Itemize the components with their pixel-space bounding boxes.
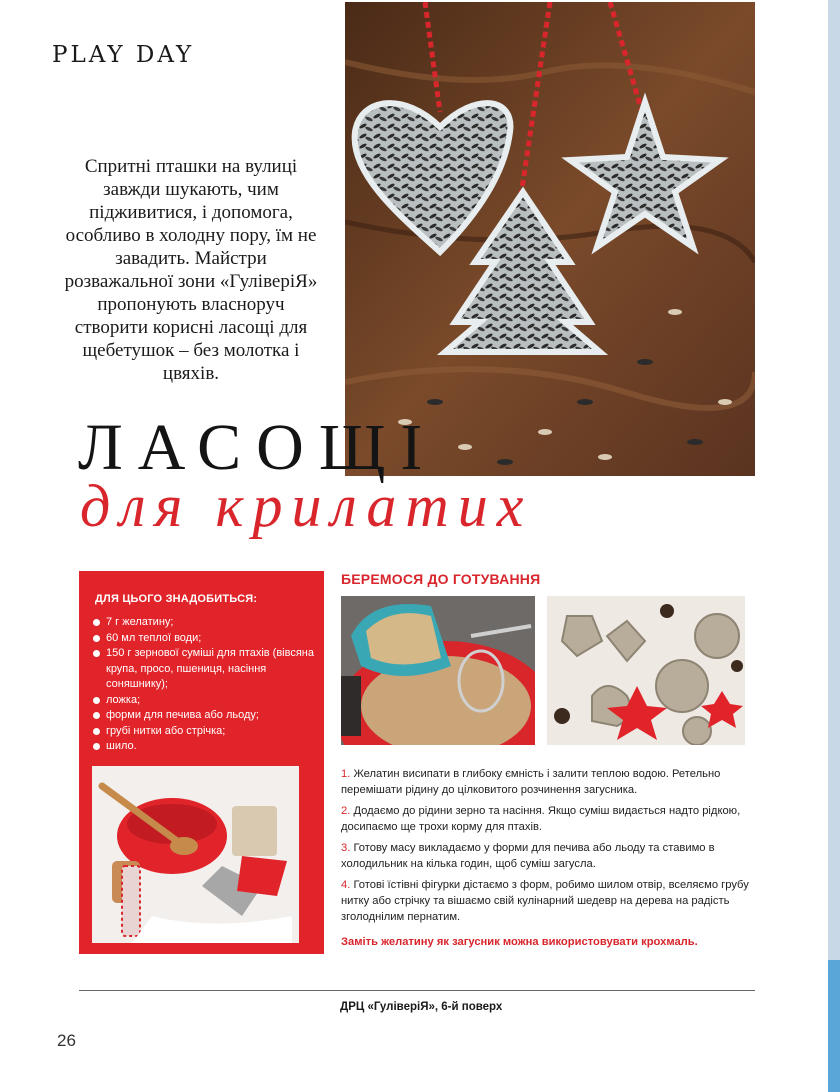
step-item: 1. Желатин висипати в глибоку ємність і залити теплою водою. Ретельно перемішати рідину до цілковитого розчинення загусника. — [341, 768, 721, 796]
side-accent-bar — [828, 960, 840, 1092]
step-item: 3. Готову масу викладаємо у форми для печива або льоду та ставимо в холодильник на кілька годин, щоб суміш загусла. — [341, 842, 715, 870]
ornaments-photo — [345, 2, 755, 476]
bullet-icon — [93, 712, 100, 719]
ingredients-box — [79, 571, 324, 954]
steps-list — [341, 766, 751, 930]
cookies-photo — [547, 596, 745, 745]
supplies-photo — [92, 766, 299, 943]
intro-text: Спритні пташки на вулиці завжди шукають, чим підживитися, і допомога, особливо в холодну пору, їм не завадить. Майстри розважальної зони «ГуліверіЯ» пропонують власноруч створити корисні ласощі для щебетушок – без молотка і цвяхів. — [64, 156, 318, 384]
bullet-icon — [93, 635, 100, 642]
step-item: 2. Додаємо до рідини зерно та насіння. Якщо суміш видається надто рідкою, досипаємо ще трохи корму для птахів. — [341, 805, 741, 833]
page-number: 26 — [57, 1031, 76, 1050]
list-item: форми для печива або льоду; — [91, 708, 316, 724]
list-item: 7 г желатину; — [91, 615, 316, 631]
list-item: 60 мл теплої води; — [91, 631, 316, 647]
steps-title: БЕРЕМОСЯ ДО ГОТУВАННЯ — [341, 571, 541, 587]
mixing-photo — [341, 596, 535, 745]
title-main: ЛАСОЩІ — [78, 411, 438, 484]
ingredients-list — [91, 615, 316, 755]
list-item: грубі нитки або стрічка; — [91, 724, 316, 740]
step-item: 4. Готові їстівні фігурки дістаємо з форм, робимо шилом отвір, вселяємо грубу нитку або стрічку та вішаємо свій кулінарний шедевр на дерева на радість зголоднілим пернатим. — [341, 879, 749, 923]
tip-text: Заміть желатину як загусник можна використовувати крохмаль. — [341, 936, 698, 948]
list-item: шило. — [91, 739, 316, 755]
footer-divider — [79, 990, 755, 991]
section-label: PLAY DAY — [52, 42, 195, 68]
bullet-icon — [93, 650, 100, 657]
side-stripe — [828, 0, 840, 1092]
bullet-icon — [93, 743, 100, 750]
bullet-icon — [93, 619, 100, 626]
list-item: ложка; — [91, 693, 316, 709]
title-subtitle: для крилатих — [80, 473, 533, 539]
ingredients-title: ДЛЯ ЦЬОГО ЗНАДОБИТЬСЯ: — [95, 593, 258, 605]
bullet-icon — [93, 728, 100, 735]
footer-location: ДРЦ «ГуліверіЯ», 6-й поверх — [340, 1001, 503, 1013]
bullet-icon — [93, 697, 100, 704]
list-item: 150 г зернової суміші для птахів (вівсяна крупа, просо, пшениця, насіння соняшнику); — [91, 646, 316, 693]
